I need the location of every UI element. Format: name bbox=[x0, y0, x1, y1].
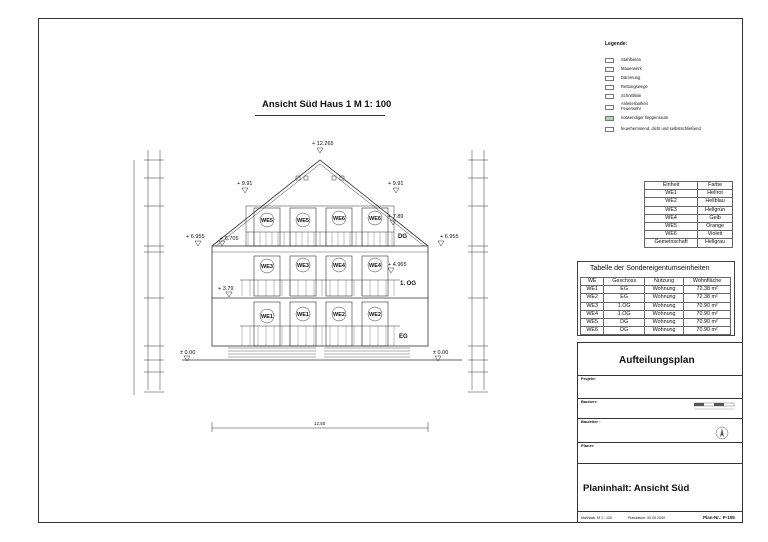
table-row: WE1 Hellrot bbox=[645, 190, 733, 198]
view-title: Ansicht Süd Haus 1 M 1: 100 bbox=[262, 99, 392, 110]
floor-label-dg: DG bbox=[398, 234, 407, 240]
legend-swatch bbox=[605, 58, 614, 63]
unit-label-dg-1: WE5 bbox=[261, 218, 273, 224]
table-row: WE2 EG Wohnung 72.38 m² bbox=[581, 294, 731, 302]
unit-label-og-2: WE3 bbox=[297, 263, 309, 269]
unit-label-dg-2: WE5 bbox=[297, 218, 309, 224]
table-row: Gemeinschaft Hellgrau bbox=[645, 239, 733, 247]
divider bbox=[578, 418, 742, 419]
legend-swatch bbox=[605, 85, 614, 90]
plan-type-title: Aufteilungsplan bbox=[619, 355, 695, 366]
plan-content: Planinhalt: Ansicht Süd bbox=[583, 483, 690, 494]
divider bbox=[578, 442, 742, 443]
scale-bar bbox=[694, 402, 736, 412]
legend-heading: Legende: bbox=[605, 41, 628, 47]
plan-number: Plan-Nr.: P-105 bbox=[703, 515, 735, 520]
table-row: WE6 DG Wohnung 70.90 m² bbox=[581, 327, 731, 335]
table-row: WE5 DG Wohnung 70.90 m² bbox=[581, 318, 731, 326]
unit-label-og-1: WE3 bbox=[261, 264, 273, 270]
table-row: WE4 1.OG Wohnung 70.90 m² bbox=[581, 310, 731, 318]
unit-label-eg-3: WE2 bbox=[333, 312, 345, 318]
level-eave-left: + 9.91 bbox=[237, 181, 253, 187]
table-header: Farbe bbox=[698, 182, 733, 190]
table-row: WE3 1.OG Wohnung 70.90 m² bbox=[581, 302, 731, 310]
unit-label-eg-1: WE1 bbox=[261, 314, 273, 320]
level-eave-right: + 9.91 bbox=[388, 181, 404, 187]
scale-info: Maßstab: M 1 : 100 bbox=[581, 516, 612, 520]
unit-label-dg-3: WE6 bbox=[333, 216, 345, 222]
bauleiter-label: Bauleiter : bbox=[581, 419, 601, 424]
legend-item: Schnittlinie bbox=[605, 92, 741, 101]
table-header: Nutzung bbox=[644, 278, 683, 286]
floor-label-eg: EG bbox=[399, 334, 408, 340]
legend-item: notwendiger Ileppenraum bbox=[605, 114, 741, 123]
units-table bbox=[580, 277, 731, 335]
level-og: + 4.965 bbox=[388, 262, 407, 268]
legend-swatch bbox=[605, 94, 614, 99]
legend-swatch bbox=[605, 127, 614, 132]
level-right-6955: + 6.955 bbox=[440, 234, 459, 240]
level-left-6955: + 6.955 bbox=[186, 234, 205, 240]
level-zero-right: ± 0.00 bbox=[433, 350, 449, 356]
level-dg-floor: + 7.89 bbox=[388, 214, 404, 220]
table-header: Geschoss bbox=[604, 278, 645, 286]
legend-item: Stahlbeton bbox=[605, 56, 741, 65]
width-dimension-text: 12,50 bbox=[314, 421, 326, 426]
divider bbox=[578, 463, 742, 464]
divider bbox=[578, 375, 742, 376]
table-header: WE bbox=[581, 278, 604, 286]
table-row: WE4 Gelb bbox=[645, 214, 733, 222]
level-left-6705: + 6.705 bbox=[220, 236, 239, 242]
bauherr-label: Bauherr: bbox=[581, 399, 598, 404]
legend-swatch bbox=[605, 105, 614, 110]
floor-label-og: 1. OG bbox=[400, 281, 417, 287]
divider bbox=[578, 511, 742, 512]
projekt-label: Projekt: bbox=[581, 376, 596, 381]
unit-label-dg-4: WE6 bbox=[369, 216, 381, 222]
legend-swatch bbox=[605, 76, 614, 81]
divider bbox=[578, 398, 742, 399]
level-zero-left: ± 0.00 bbox=[180, 350, 196, 356]
legend-item: Dämmung bbox=[605, 74, 741, 83]
legend-item: Mauerwerk bbox=[605, 65, 741, 74]
level-eg-top: + 3.79 bbox=[218, 286, 234, 292]
unit-label-eg-2: WE1 bbox=[297, 312, 309, 318]
unit-label-eg-4: WE2 bbox=[369, 312, 381, 318]
table-row: WE5 Orange bbox=[645, 222, 733, 230]
legend-swatch bbox=[605, 116, 614, 121]
units-table-title: Tabelle der Sondereigentumseinheiten bbox=[590, 265, 710, 272]
plan-date: Plandatum: 00.00.2000 bbox=[628, 516, 666, 520]
table-row: WE1 EG Wohnung 72.38 m² bbox=[581, 286, 731, 294]
unit-color-table bbox=[644, 181, 733, 248]
legend-item: Rettungswege bbox=[605, 83, 741, 92]
north-arrow-icon bbox=[713, 425, 731, 441]
building-body bbox=[212, 246, 428, 346]
legend-swatch bbox=[605, 67, 614, 72]
unit-label-og-3: WE4 bbox=[333, 263, 345, 269]
table-row: WE2 Hellblau bbox=[645, 198, 733, 206]
legend-item: Anleiterbarkeit Feuerwehr bbox=[605, 101, 661, 113]
level-ridge: + 12.265 bbox=[312, 141, 334, 147]
legend-item: feuerhemmend, dicht und selbstschließend bbox=[605, 125, 741, 134]
table-header: Einheit bbox=[645, 182, 698, 190]
table-row: WE3 Hellgrün bbox=[645, 206, 733, 214]
unit-label-og-4: WE4 bbox=[369, 263, 381, 269]
table-row: WE6 Violett bbox=[645, 231, 733, 239]
table-header: Wohnfläche bbox=[684, 278, 731, 286]
planer-label: Planer: bbox=[581, 443, 595, 448]
